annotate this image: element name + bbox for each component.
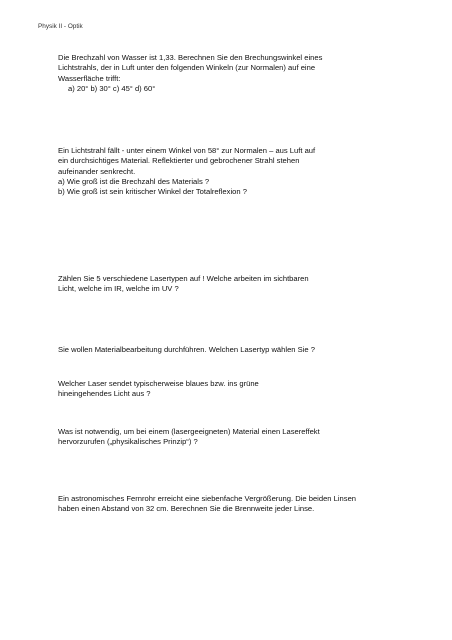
question-5	[58, 379, 259, 400]
question-2-line-1: Ein Lichtstrahl fällt - unter einem Winkel von 58° zur Normalen – aus Luft auf	[58, 146, 316, 155]
question-7-line-2: haben einen Abstand von 32 cm. Berechnen Sie die Brennweite jeder Linse.	[58, 504, 315, 514]
question-6-line-2: hervorzurufen („physikalisches Prinzip“) ?	[58, 437, 198, 447]
question-7	[58, 494, 356, 515]
question-3	[58, 274, 309, 295]
question-1	[58, 53, 322, 94]
question-1-line-2: Lichtstrahls, der in Luft unter den folgenden Winkeln (zur Normalen) auf eine	[58, 63, 316, 73]
question-1-line-3: Wasserfläche trifft:	[58, 73, 121, 83]
question-2-line-2: ein durchsichtiges Material. Reflektierter und gebrochener Strahl stehen	[58, 156, 300, 166]
question-5-line-2: hineingehendes Licht aus ?	[58, 389, 151, 399]
question-6	[58, 427, 320, 448]
question-4-line-1: Sie wollen Materialbearbeitung durchführen. Welchen Lasertyp wählen Sie ?	[58, 345, 315, 354]
page-header: Physik II - Optik	[38, 23, 83, 30]
question-2-line-5: b) Wie groß ist sein kritischer Winkel der Totalreflexion ?	[58, 187, 247, 197]
question-2-line-4: a) Wie groß ist die Brechzahl des Materials ?	[58, 176, 210, 186]
question-2-line-3: aufeinander senkrecht.	[58, 166, 136, 176]
question-4	[58, 345, 315, 355]
question-6-line-1: Was ist notwendig, um bei einem (lasergeeigneten) Material einen Lasereffekt	[58, 427, 320, 436]
question-1-line-4: a) 20° b) 30° c) 45° d) 60°	[68, 83, 156, 93]
question-2	[58, 146, 315, 197]
question-3-line-2: Licht, welche im IR, welche im UV ?	[58, 284, 179, 294]
question-7-line-1: Ein astronomisches Fernrohr erreicht eine siebenfache Vergrößerung. Die beiden Linsen	[58, 494, 357, 503]
question-5-line-1: Welcher Laser sendet typischerweise blaues bzw. ins grüne	[58, 379, 259, 388]
question-1-line-1: Die Brechzahl von Wasser ist 1,33. Berechnen Sie den Brechungswinkel eines	[58, 53, 323, 62]
question-3-line-1: Zählen Sie 5 verschiedene Lasertypen auf ! Welche arbeiten im sichtbaren	[58, 274, 309, 283]
